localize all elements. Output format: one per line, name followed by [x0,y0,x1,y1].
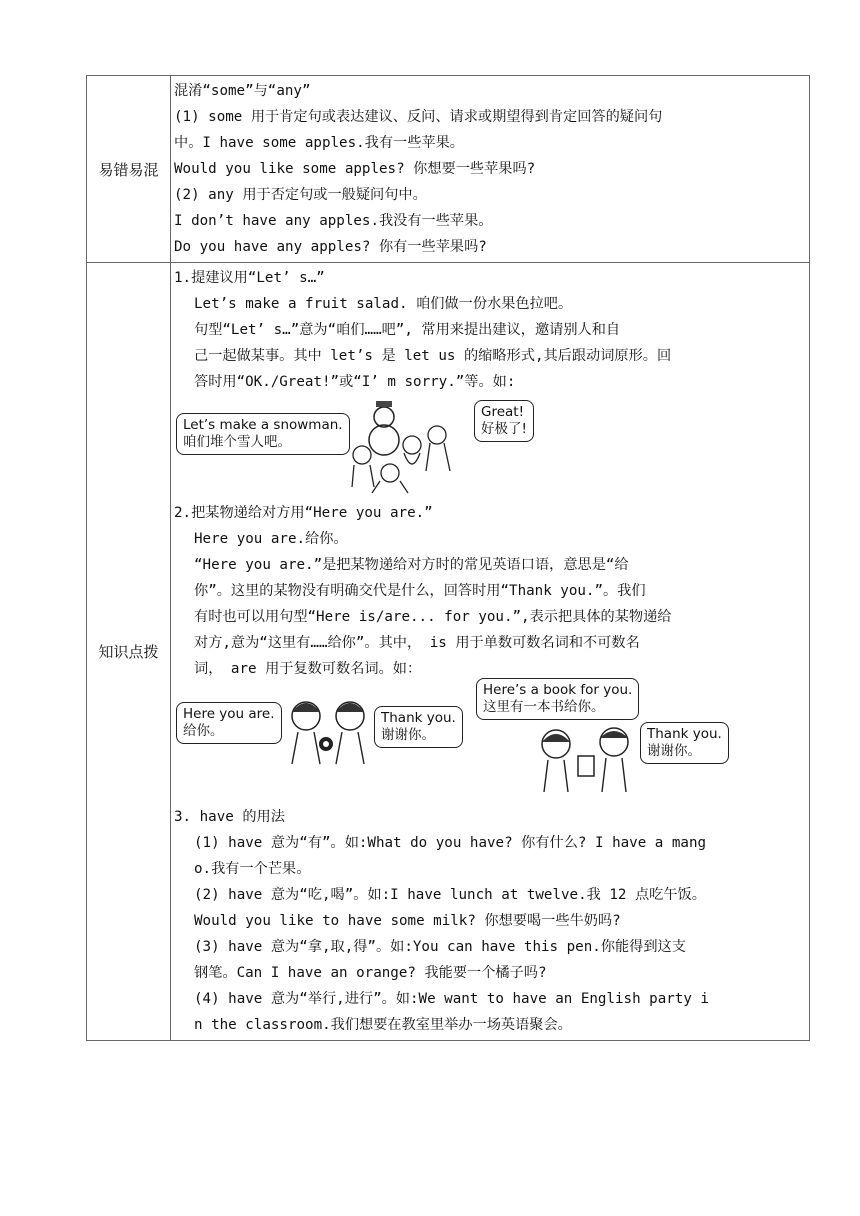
text-line: “Here you are.”是把某物递给对方时的常见英语口语，意思是“给 [194,557,629,573]
bubble-text-en: Here you are. [183,706,275,722]
bubble-text-en: Thank you. [381,710,456,726]
bubble-text-en: Let’s make a snowman. [183,417,343,433]
text-line: 句型“Let’ s…”意为“咱们……吧”, 常用来提出建议，邀请别人和自 [194,322,621,338]
text-line: Do you have any apples? 你有一些苹果吗? [174,239,487,255]
text-line: Would you like some apples? 你想要一些苹果吗? [174,161,536,177]
row-label-knowledge: 知识点拨 [87,263,171,1041]
heading-have: 3. have 的用法 [174,809,285,825]
table-row [87,263,810,1041]
text-line: Let’s make a fruit salad. 咱们做一份水果色拉吧。 [194,296,573,312]
heading-lets: 1.提建议用“Let’ s…” [174,270,325,286]
text-line: (2) any 用于否定句或一般疑问句中。 [174,187,427,203]
text-line: Here you are.给你。 [194,531,348,547]
heading-here-you-are: 2.把某物递给对方用“Here you are.” [174,505,433,521]
text-line: 词， are 用于复数可数名词。如： [194,661,422,677]
text-line: 对方,意为“这里有……给你”。其中， is 用于单数可数名词和不可数名 [194,635,640,651]
bubble-text-cn: 好极了! [481,421,527,437]
bubble-text-cn: 咱们堆个雪人吧。 [183,434,291,450]
bubble-text-en: Here’s a book for you. [483,682,633,698]
snowman-illustration [174,395,806,500]
speech-bubble-thank-you-2 [640,722,729,764]
row-label-mistakes: 易错易混 [87,76,171,263]
table-row [87,76,810,263]
bubble-text-cn: 谢谢你。 [381,727,435,743]
text-line: 钢笔。Can I have an orange? 我能要一个橘子吗? [194,965,547,981]
text-line: (1) some 用于肯定句或表达建议、反问、请求或期望得到肯定回答的疑问句 [174,109,663,125]
content-table [86,75,810,1041]
speech-bubble-snowman [176,413,350,455]
bubble-text-en: Thank you. [647,726,722,742]
text-line: 有时也可以用句型“Here is/are... for you.”,表示把具体的某物递给 [194,609,672,625]
bubble-text-cn: 给你。 [183,723,224,739]
text-line: n the classroom.我们想要在教室里举办一场英语聚会。 [194,1017,572,1033]
text-line: 中。I have some apples.我有一些苹果。 [174,135,464,151]
bubble-text-cn: 这里有一本书给你。 [483,699,605,715]
text-line: 答时用“OK./Great!”或“I’ m sorry.”等。如: [194,374,516,390]
two-girls-figure [278,694,378,766]
text-line: (3) have 意为“拿,取,得”。如:You can have this pen.你能得到这支 [194,939,686,955]
bubble-text-en: Great! [481,404,524,420]
text-line: o.我有一个芒果。 [194,861,311,877]
speech-bubble-great [474,400,534,442]
text-line: 混淆“some”与“any” [174,83,311,99]
row-content-knowledge [171,263,810,1041]
text-line: (4) have 意为“举行,进行”。如:We want to have an English party i [194,991,709,1007]
giving-illustration [174,682,806,804]
row-content-mistakes [171,76,810,263]
text-line: 己一起做某事。其中 let’s 是 let us 的缩略形式,其后跟动词原形。回 [194,348,672,364]
speech-bubble-book [476,678,639,720]
text-line: Would you like to have some milk? 你想要喝一些牛奶吗? [194,913,621,929]
text-line: 你”。这里的某物没有明确交代是什么，回答时用“Thank you.”。我们 [194,583,646,599]
bubble-text-cn: 谢谢你。 [647,743,701,759]
text-line: I don’t have any apples.我没有一些苹果。 [174,213,493,229]
children-book-figure [534,722,644,794]
speech-bubble-here-you-are [176,702,282,744]
children-snowman-figure [342,395,472,495]
speech-bubble-thank-you-1 [374,706,463,748]
text-line: (2) have 意为“吃,喝”。如:I have lunch at twelve.我 12 点吃午饭。 [194,887,706,903]
text-line: (1) have 意为“有”。如:What do you have? 你有什么? I have a mang [194,835,707,851]
